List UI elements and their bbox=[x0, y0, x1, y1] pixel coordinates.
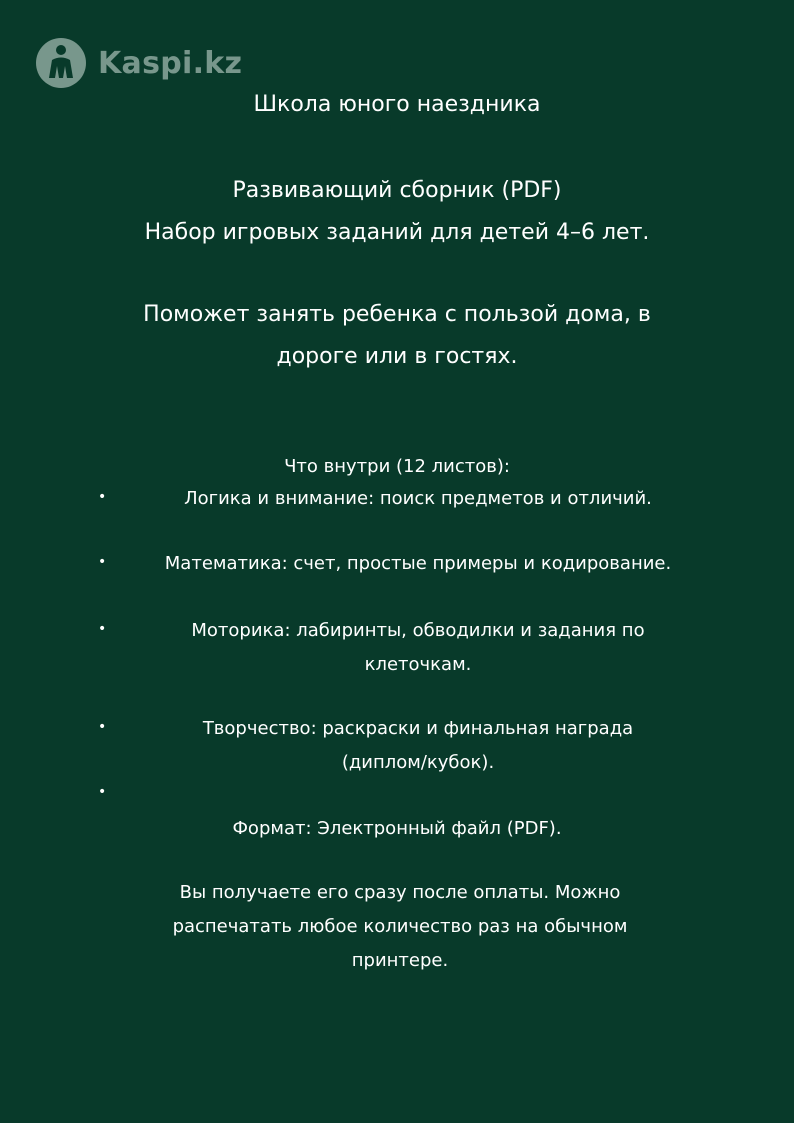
list-item bbox=[118, 547, 718, 581]
kaspi-brand-text: Kaspi.kz bbox=[98, 45, 243, 81]
benefit-line-1: Поможет занять ребенка с пользой дома, в bbox=[143, 302, 651, 327]
kaspi-logo-icon bbox=[36, 38, 86, 88]
list-bullet: • bbox=[98, 719, 107, 735]
list-bullet: • bbox=[98, 489, 107, 505]
delivery-line-1: Вы получаете его сразу после оплаты. Можно bbox=[179, 882, 621, 903]
delivery-line-3: принтере. bbox=[351, 950, 449, 971]
list-bullet: • bbox=[98, 621, 107, 637]
list-item bbox=[118, 482, 718, 516]
format-info: Формат: Электронный файл (PDF). bbox=[232, 818, 562, 839]
page-title: Школа юного наездника bbox=[253, 92, 541, 117]
list-item-text: клеточкам. bbox=[364, 654, 472, 675]
contents-heading: Что внутри (12 листов): bbox=[284, 456, 510, 477]
delivery-line-2: распечатать любое количество раз на обычном bbox=[172, 916, 628, 937]
list-item-text: Логика и внимание: поиск предметов и отличий. bbox=[184, 488, 652, 509]
delivery-info bbox=[120, 876, 680, 978]
intro-text bbox=[0, 170, 794, 254]
list-item-text: Математика: счет, простые примеры и кодирование. bbox=[164, 553, 672, 574]
list-item bbox=[118, 614, 718, 682]
list-bullet: • bbox=[98, 784, 107, 800]
intro-line-1: Развивающий сборник (PDF) bbox=[232, 178, 562, 203]
list-item-text: (диплом/кубок). bbox=[341, 752, 495, 773]
benefit-text bbox=[0, 294, 794, 378]
list-item bbox=[118, 712, 718, 780]
list-item-text: Моторика: лабиринты, обводилки и задания по bbox=[191, 620, 645, 641]
list-item-text: Творчество: раскраски и финальная награда bbox=[202, 718, 634, 739]
kaspi-watermark bbox=[36, 38, 242, 88]
list-bullet: • bbox=[98, 554, 107, 570]
benefit-line-2: дороге или в гостях. bbox=[276, 344, 518, 369]
intro-line-2: Набор игровых заданий для детей 4–6 лет. bbox=[144, 220, 650, 245]
